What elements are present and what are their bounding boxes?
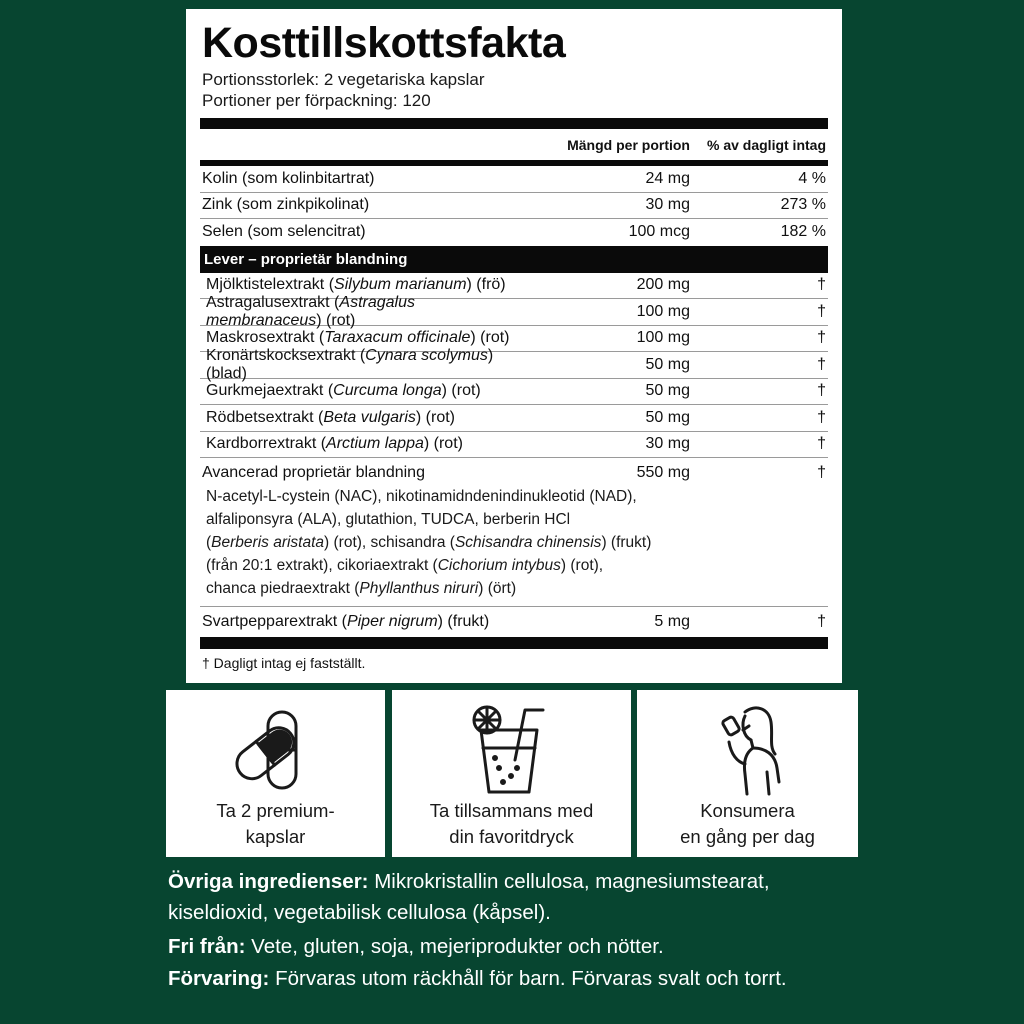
nutrient-name: Zink (som zinkpikolinat) <box>202 196 370 214</box>
nutrient-name: Kolin (som kolinbitartrat) <box>202 169 375 187</box>
serving-size: Portionsstorlek: 2 vegetariska kapslar <box>202 70 485 89</box>
blend-item-name: Kronärtskocksextrakt (Cynara scolymus) (blad) <box>206 346 494 382</box>
desc-line: (Berberis aristata) (rot), schisandra (Schisandra chinensis) (frukt) <box>206 534 652 551</box>
blend-item-name: Maskrosextrakt (Taraxacum officinale) (rot) <box>206 329 510 347</box>
blend-header: Lever – proprietär blandning <box>200 246 828 273</box>
blend-item-amount: 50 mg <box>645 355 690 373</box>
desc-text: ) (ört) <box>478 580 517 597</box>
capsules-icon <box>226 702 326 794</box>
advanced-blend-description <box>200 485 828 600</box>
storage <box>168 963 868 994</box>
caption-line: din favoritdryck <box>449 826 574 847</box>
blend-item-dv: † <box>817 329 826 347</box>
blend-item-name: Rödbetsextrakt (Beta vulgaris) (rot) <box>206 408 455 426</box>
servings-per-container: Portioner per förpackning: 120 <box>202 91 431 110</box>
blend-item-dv: † <box>817 435 826 453</box>
latin-name: Berberis aristata <box>211 534 325 551</box>
card-capsules <box>166 690 385 857</box>
blend-item-amount: 50 mg <box>645 408 690 426</box>
nutrient-amount: 30 mg <box>645 196 690 214</box>
other-ingredients <box>168 866 868 928</box>
desc-text: ) (rot), <box>560 557 604 574</box>
caption-line: Konsumera <box>700 800 795 821</box>
blend-item-dv: † <box>817 408 826 426</box>
free-from-text: Vete, gluten, soja, mejeriprodukter och nötter. <box>245 935 664 958</box>
blend-item-dv: † <box>817 302 826 320</box>
card-daily <box>637 690 858 857</box>
latin-name: Schisandra chinensis <box>454 534 602 551</box>
column-header-row <box>200 129 828 160</box>
divider-thick-bottom <box>200 637 828 649</box>
blend-item-dv: † <box>817 355 826 373</box>
blend-item-dv: † <box>817 276 826 294</box>
caption-line: kapslar <box>245 826 306 847</box>
caption-line: Ta 2 premium- <box>216 800 335 821</box>
drink-icon <box>467 702 557 796</box>
nutrient-row <box>200 193 828 220</box>
advanced-blend-dv: † <box>817 464 826 481</box>
nutrient-row <box>200 219 828 246</box>
blend-item-name: Astragalusextrakt (Astragalus membranaceus) (rot) <box>206 293 415 329</box>
latin-name: Cichorium intybus <box>437 557 561 574</box>
free-from-label: Fri från: <box>168 935 246 958</box>
footnote: † Dagligt intag ej fastställt. <box>202 655 366 671</box>
other-ingredients-text: Mikrokristallin cellulosa, magnesiumstearat, <box>368 870 770 893</box>
blend-item-row <box>200 379 828 406</box>
col-amount-header: Mängd per portion <box>567 136 690 153</box>
supplement-facts-panel <box>186 9 842 683</box>
blend-item-row <box>200 346 828 382</box>
desc-text: ) (rot), schisandra ( <box>324 534 455 551</box>
desc-text: chanca piedraextrakt ( <box>206 580 360 597</box>
card-caption <box>166 798 385 850</box>
nutrient-name: Selen (som selencitrat) <box>202 223 366 241</box>
pepper-name: Svartpepparextrakt (Piper nigrum) (frukt) <box>202 613 490 630</box>
blend-item-row <box>200 405 828 432</box>
blend-item-row <box>200 293 828 329</box>
col-dv-header: % av dagligt intag <box>706 136 826 153</box>
advanced-blend-name: Avancerad proprietär blandning <box>202 464 425 481</box>
facts-title: Kosttillskottsfakta <box>202 19 566 67</box>
blend-item-row <box>200 432 828 459</box>
blend-item-amount: 30 mg <box>645 435 690 453</box>
blend-item-amount: 100 mg <box>636 302 690 320</box>
desc-line <box>206 554 828 577</box>
desc-line: N-acetyl-L-cystein (NAC), nikotinamidndenindinukleotid (NAD), <box>206 488 637 505</box>
person-drinking-icon <box>703 702 793 796</box>
caption-line: en gång per dag <box>680 826 815 847</box>
storage-text: Förvaras utom räckhåll för barn. Förvaras svalt och torrt. <box>269 967 787 990</box>
storage-label: Förvaring: <box>168 967 270 990</box>
pepper-dv: † <box>817 613 826 630</box>
advanced-blend <box>200 458 828 607</box>
desc-line <box>206 577 828 600</box>
blend-item-amount: 50 mg <box>645 382 690 400</box>
card-caption <box>637 798 858 850</box>
card-drink <box>392 690 631 857</box>
advanced-blend-amount: 550 mg <box>636 464 690 481</box>
nutrient-row <box>200 166 828 193</box>
latin-name: Phyllanthus niruri <box>359 580 479 597</box>
divider-thick <box>200 118 828 129</box>
blend-item-name: Mjölktistelextrakt (Silybum marianum) (frö) <box>206 276 506 294</box>
blend-item-amount: 100 mg <box>636 329 690 347</box>
pepper-row <box>200 607 828 637</box>
blend-item-dv: † <box>817 382 826 400</box>
free-from <box>168 931 868 962</box>
nutrient-dv: 182 % <box>780 223 826 241</box>
blend-item-name: Gurkmejaextrakt (Curcuma longa) (rot) <box>206 382 481 400</box>
nutrient-amount: 100 mcg <box>628 223 690 241</box>
desc-line: alfaliponsyra (ALA), glutathion, TUDCA, berberin HCl <box>206 511 571 528</box>
blend-item-name: Kardborrextrakt (Arctium lappa) (rot) <box>206 435 463 453</box>
desc-text: (från 20:1 extrakt), cikoriaextrakt ( <box>206 557 438 574</box>
desc-text: ) (frukt) <box>601 534 652 551</box>
nutrient-dv: 4 % <box>798 169 826 187</box>
pepper-amount: 5 mg <box>654 613 690 630</box>
nutrient-dv: 273 % <box>780 196 826 214</box>
blend-item-amount: 200 mg <box>636 276 690 294</box>
other-ingredients-label: Övriga ingredienser: <box>168 870 369 893</box>
nutrient-amount: 24 mg <box>645 169 690 187</box>
other-ingredients-text: kiseldioxid, vegetabilisk cellulosa (kåpsel). <box>168 901 551 924</box>
card-caption <box>392 798 631 850</box>
caption-line: Ta tillsammans med <box>429 800 594 821</box>
